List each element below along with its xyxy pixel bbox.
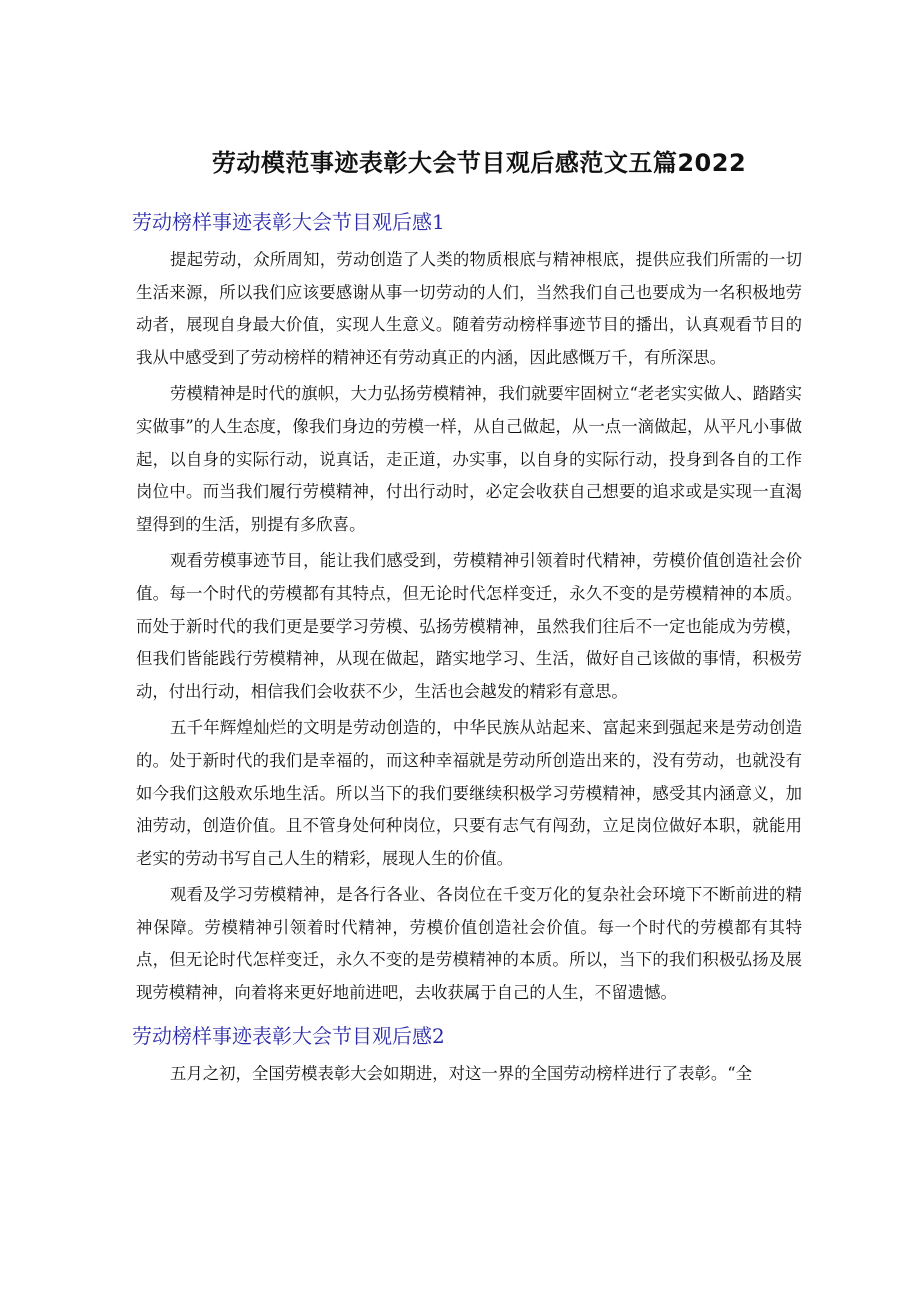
paragraph: 五千年辉煌灿烂的文明是劳动创造的，中华民族从站起来、富起来到强起来是劳动创造的。处于新时代的我们是幸福的，而这种幸福就是劳动所创造出来的，没有劳动，也就没有如今我们这般欢乐地生活。所以当下的我们要继续积极学习劳模精神，感受其内涵意义，加油劳动，创造价值。且不管身处何种岗位，只要有志气有闯劲，立足岗位做好本职，就能用老实的劳动书写自己人生的精彩，展现人生的价值。	[136, 718, 802, 868]
paragraph: 观看劳模事迹节目，能让我们感受到，劳模精神引领着时代精神，劳模价值创造社会价值。每一个时代的劳模都有其特点，但无论时代怎样变迁，永久不变的是劳模精神的本质。而处于新时代的我们更是要学习劳模、弘扬劳模精神，虽然我们往后不一定也能成为劳模，但我们皆能践行劳模精神，从现在做起，踏实地学习、生活，做好自己该做的事情，积极劳动，付出行动，相信我们会收获不少，生活也会越发的精彩有意思。	[136, 551, 802, 701]
paragraph: 提起劳动，众所周知，劳动创造了人类的物质根底与精神根底，提供应我们所需的一切生活来源，所以我们应该要感谢从事一切劳动的人们，当然我们自己也要成为一名积极地劳动者，展现自身最大价值，实现人生意义。随着劳动榜样事迹节目的播出，认真观看节目的我从中感受到了劳动榜样的精神还有劳动真正的内涵，因此感慨万千，有所深思。	[136, 250, 802, 367]
paragraph: 观看及学习劳模精神，是各行各业、各岗位在千变万化的复杂社会环境下不断前进的精神保障。劳模精神引领着时代精神，劳模价值创造社会价值。每一个时代的劳模都有其特点，但无论时代怎样变迁，永久不变的是劳模精神的本质。所以，当下的我们积极弘扬及展现劳模精神，向着将来更好地前进吧，去收获属于自己的人生，不留遗憾。	[136, 885, 802, 1003]
section-1	[132, 206, 802, 1010]
document-title: 劳动模范事迹表彰大会节目观后感范文五篇2022	[211, 149, 747, 177]
section-2	[132, 1020, 802, 1091]
section-heading: 劳动榜样事迹表彰大会节目观后感1	[132, 210, 445, 234]
section-heading: 劳动榜样事迹表彰大会节目观后感2	[132, 1023, 445, 1048]
paragraph: 五月之初，全国劳模表彰大会如期进，对这一界的全国劳动榜样进行了表彰。“全	[170, 1063, 753, 1083]
paragraph: 劳模精神是时代的旗帜，大力弘扬劳模精神，我们就要牢固树立“老老实实做人、踏踏实实做事”的人生态度，像我们身边的劳模一样，从自己做起，从一点一滴做起，从平凡小事做起，以自身的实际行动，说真话，走正道，办实事，以自身的实际行动，投身到各自的工作岗位中。而当我们履行劳模精神，付出行动时，必定会收获自己想要的追求或是实现一直渴望得到的生活，别提有多欣喜。	[136, 384, 802, 534]
